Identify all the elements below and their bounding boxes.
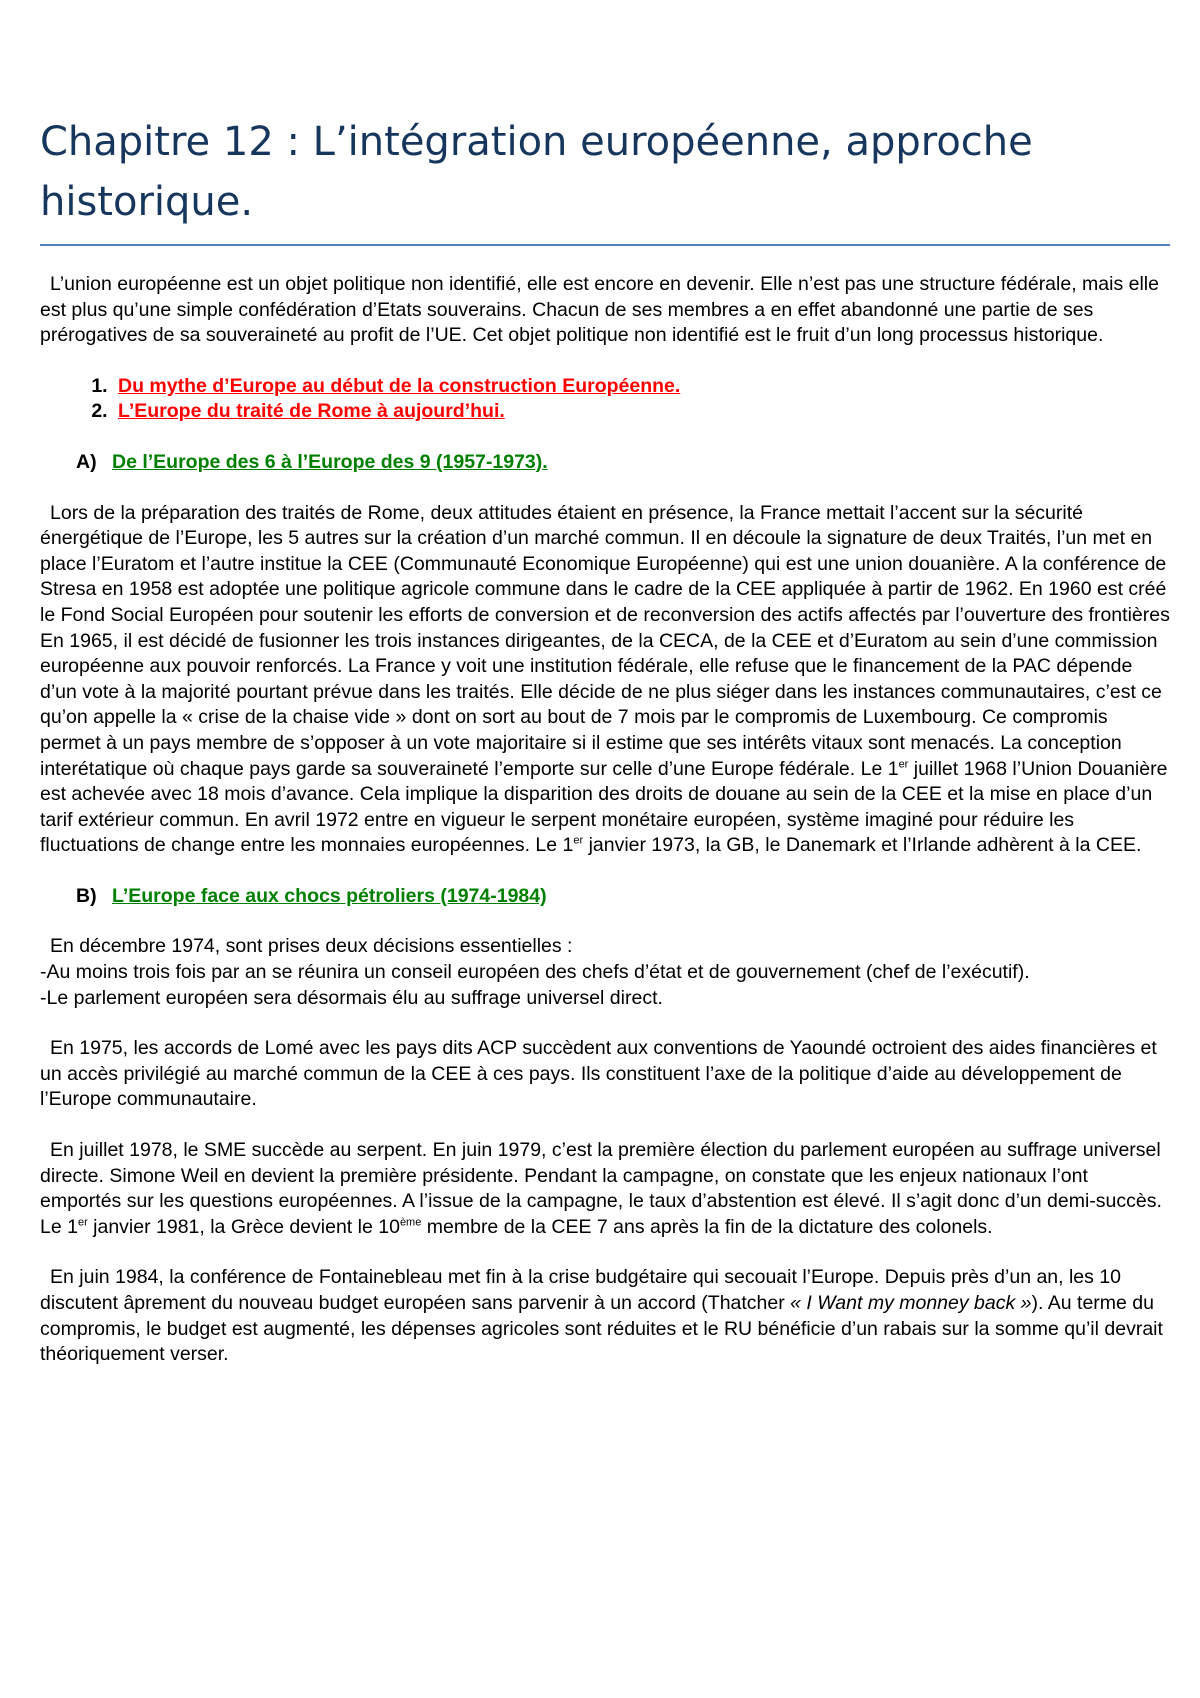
section-a-paragraph [40,501,1170,859]
text-run: janvier 1973, la GB, le Danemark et l’Irlande adhèrent à la CEE. [583,834,1142,857]
superscript: ème [399,1216,422,1229]
page-title: Chapitre 12 : L’intégration européenne, approche historique. [40,112,1170,246]
section-b-heading [76,884,1170,910]
section-letter: A) [76,450,97,473]
text-run: En juin 1984, la conférence de Fontainebleau met fin à la crise budgétaire qui secouait l’Europe. Depuis près d’un an, les 10 discutent âprement du nouveau budget européen sans parvenir à un accord (Thatcher [40,1266,1122,1314]
text-run: En juillet 1978, le SME succède au serpent. En juin 1979, c’est la première élection du parlement européen au suffrage universel directe. Simone Weil en devient la première présidente. Pendant la campagne, on constate que les enjeux nationaux l’ont emportés sur les questions européennes. A l’issue de la campagne, le taux d’abstention est élevé. Il s’agit donc d’un demi-succès. Le 1 [40,1139,1162,1238]
document-page [40,112,1170,1393]
outline-item-2 [113,399,1170,425]
outline-item-label: Du mythe d’Europe au début de la construction Européenne. [118,374,681,397]
text-run: janvier 1981, la Grèce devient le 10 [87,1215,400,1238]
decision-item: -Au moins trois fois par an se réunira un conseil européen des chefs d’état et de gouvernement (chef de l’exécutif). [40,961,1030,984]
outline-item-label: L’Europe du traité de Rome à aujourd’hui. [118,400,505,423]
intro-paragraph: L’union européenne est un objet politique non identifié, elle est encore en devenir. Elle n’est pas une structure fédérale, mais elle est plus qu’une simple confédération d’Etats souverains. Chacun de ses membres a en effet abandonné une partie de ses prérogatives de sa souveraineté au profit de l’UE. Cet objet politique non identifié est le fruit d’un long processus historique. [40,273,1159,347]
section-title: L’Europe face aux chocs pétroliers (1974-1984) [112,884,547,907]
decisions-intro: En décembre 1974, sont prises deux décisions essentielles : [50,935,573,958]
section-letter: B) [76,884,97,907]
superscript: er [573,834,584,847]
text-run: juillet 1968 l’Union Douanière est achevée avec 18 mois d’avance. Cela implique la disparition des droits de douane au sein de la CEE et la mise en place d’un tarif extérieur commun. En avril 1972 entre en vigueur le serpent monétaire européen, système imaginé pour réduire les fluctuations de change entre les monnaies européennes. Le 1 [40,757,1168,857]
superscript: er [77,1216,88,1229]
section-title: De l’Europe des 6 à l’Europe des 9 (1957-1973). [112,450,548,473]
decision-item: -Le parlement européen sera désormais élu au suffrage universel direct. [40,986,663,1009]
outline-list [40,374,1170,425]
text-run: ). Au terme du compromis, le budget est augmenté, les dépenses agricoles sont réduites et le RU bénéficie d’un rabais sur la somme qu’il devrait théoriquement verser. [40,1292,1163,1366]
section-b-decisions [40,934,1170,1011]
thatcher-quote: « I Want my monney back » [790,1292,1032,1314]
lome-paragraph: En 1975, les accords de Lomé avec les pays dits ACP succèdent aux conventions de Yaoundé octroient des aides financières et un accès privilégié au marché commun de la CEE à ces pays. Ils constituent l’axe de la politique d’aide au développement de l’Europe communautaire. [40,1037,1157,1111]
sme-paragraph [40,1138,1170,1240]
outline-item-1 [113,374,1170,400]
section-a-heading [76,450,1170,476]
text-run: Lors de la préparation des traités de Rome, deux attitudes étaient en présence, la France mettait l’accent sur la sécurité énergétique de l’Europe, les 5 autres sur la création d’un marché commun. Il en découle la signature de deux Traités, l’un met en place l’Euratom et l’autre institue la CEE (Communauté Economique Européenne) qui est une union douanière. A la conférence de Stresa en 1958 est adoptée une politique agricole commune dans le cadre de la CEE appliquée à partir de 1962. En 1960 est créé le Fond Social Européen pour soutenir les efforts de conversion et de reconversion des actifs affectés par l’ouverture des frontières En 1965, il est décidé de fusionner les trois instances dirigeantes, de la CECA, de la CEE et d’Euratom au sein d’une commission européenne aux pouvoir renforcés. La France y voit une institution fédérale, elle refuse que le financement de la PAC dépende d’un vote à la majorité pourtant prévue dans les traités. Elle décide de ne plus siéger dans les instances communautaires, c’est ce qu’on appelle la « crise de la chaise vide » dont on sort au bout de 7 mois par le compromis de Luxembourg. Ce compromis permet à un pays membre de s’opposer à un vote majoritaire si il estime que ses intérêts vitaux sont menacés. La conception interétatique où chaque pays garde sa souveraineté l’emporte sur celle d’une Europe fédérale. Le 1 [40,501,1170,780]
text-run: membre de la CEE 7 ans après la fin de la dictature des colonels. [421,1215,993,1238]
superscript: er [898,758,909,770]
fontainebleau-paragraph [40,1265,1170,1367]
